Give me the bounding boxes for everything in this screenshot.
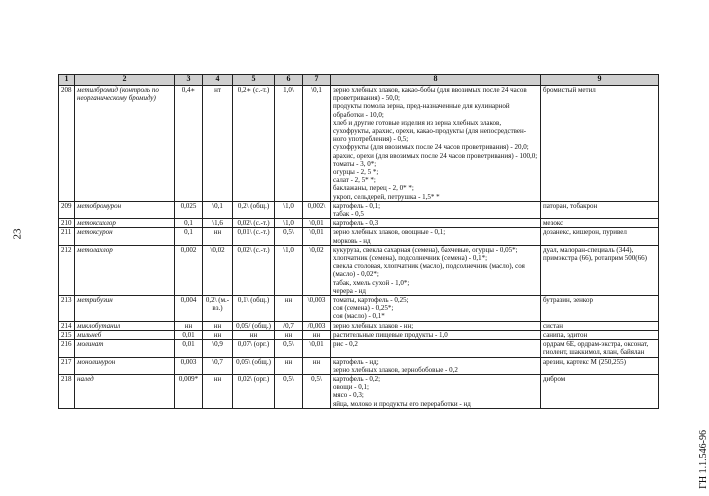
value-cell: \1,6 [203, 219, 233, 228]
value-cell: нн [275, 330, 303, 339]
product-line: томаты - 3, 0*; [333, 159, 377, 168]
table-row [59, 201, 659, 218]
product-line: рис - 0,2 [333, 340, 358, 349]
header-cell: 2 [75, 75, 175, 86]
header-cell: 8 [331, 75, 541, 86]
trade-names: бутразин, зенкор [541, 296, 659, 322]
row-number: 211 [59, 228, 75, 245]
value-cell: 0,02\ (орг.) [233, 374, 275, 408]
value-cell: нн [203, 228, 233, 245]
table-row [59, 321, 659, 330]
value-cell: 0,5\ [303, 374, 331, 408]
row-number: 210 [59, 219, 75, 228]
value-cell: 0,5\ [275, 228, 303, 245]
table-row [59, 340, 659, 357]
row-number: 215 [59, 330, 75, 339]
pesticide-table [58, 74, 659, 409]
product-line: картофель - 0,2; [333, 374, 381, 383]
product-line: сухофрукты (для ввозимых после 24 часов проветривания) - 20,0; [333, 143, 529, 152]
product-line: табак - 0,5 [333, 210, 364, 219]
trade-names: дозанекс, кишерон, пуривел [541, 228, 659, 245]
trade-names: ордрам 6Е, ордрам-экстра, оксонат, гиолент, шаккимол, ялан, байялан [541, 340, 659, 357]
value-cell: 0,003 [175, 357, 203, 374]
row-number: 218 [59, 374, 75, 408]
substance-name: метоксихлор [75, 219, 175, 228]
table-row [59, 219, 659, 228]
products-cell [331, 201, 541, 218]
product-line: зерно хлебных злаков, овощные - 0,1; [333, 228, 446, 237]
value-cell: нн [233, 330, 275, 339]
product-line: картофель - 0,1; [333, 201, 381, 210]
value-cell: 0,004 [175, 296, 203, 322]
value-cell: \0,02 [303, 245, 331, 295]
product-line: картофель - 0,3 [333, 219, 379, 228]
product-line: яйца, молоко и продукты его переработки - нд [333, 399, 471, 408]
product-line: зерно хлебных злаков, зернобобовые - 0,2 [333, 365, 458, 374]
value-cell: \0,01 [303, 219, 331, 228]
value-cell: 0,01 [175, 330, 203, 339]
product-line: укроп, сельдерей, петрушка - 1,5* * [333, 192, 440, 201]
value-cell: \0,1 [203, 201, 233, 218]
substance-name: монолинурон [75, 357, 175, 374]
trade-names: дибром [541, 374, 659, 408]
products-cell [331, 330, 541, 339]
substance-name: налед [75, 374, 175, 408]
value-cell: 0,4∗ [175, 86, 203, 202]
value-cell: нн [203, 374, 233, 408]
row-number: 209 [59, 201, 75, 218]
product-line: арахис, орехи (для ввозимых после 24 часов проветривания) - 100,0; [333, 151, 538, 160]
product-line: томаты, картофель - 0,25; [333, 296, 409, 305]
value-cell: /0,7 [275, 321, 303, 330]
table-row [59, 374, 659, 408]
value-cell: \0,01 [303, 228, 331, 245]
value-cell: 0,01\ (с.-т.) [233, 228, 275, 245]
substance-name: миклобутанил [75, 321, 175, 330]
product-line: свекла столовая, хлопчатник (масло), подсолнечник (масло), соя (масло) - 0,02*; [333, 262, 525, 279]
value-cell: \0,1 [303, 86, 331, 202]
products-cell [331, 357, 541, 374]
value-cell: 0,05/ (общ.) [233, 321, 275, 330]
row-number: 214 [59, 321, 75, 330]
value-cell: 0,02\ (с.-т.) [233, 219, 275, 228]
product-line: соя (семена) - 0,25*; [333, 304, 394, 313]
value-cell: нн [203, 330, 233, 339]
header-row [59, 75, 659, 86]
value-cell: нн [275, 357, 303, 374]
document-code: ГН 1.1.546-96 [698, 430, 709, 489]
value-cell: нт [203, 86, 233, 202]
value-cell: 0,01 [175, 340, 203, 357]
substance-name: мильнеб [75, 330, 175, 339]
value-cell: \1,0 [275, 201, 303, 218]
header-cell: 7 [303, 75, 331, 86]
value-cell: /0,003 [303, 321, 331, 330]
products-cell [331, 321, 541, 330]
product-line: зерно хлебных злаков, какао-бобы (для ввозимых после 24 часов проветривания) - 50,0; [333, 86, 527, 103]
product-line: продукты помола зерна, пред-назначенные для кулинарной обработки - 10,0; [333, 102, 510, 119]
products-cell [331, 340, 541, 357]
value-cell: 0,5\ [275, 374, 303, 408]
product-line: черера - нд [333, 286, 366, 295]
header-cell: 4 [203, 75, 233, 86]
header-cell: 5 [233, 75, 275, 86]
trade-names: дуал, малоран-специаль (344), примэкстра (66), ротаприм 500(66) [541, 245, 659, 295]
value-cell: 0,009* [175, 374, 203, 408]
value-cell: \0,02 [203, 245, 233, 295]
substance-name: метолахлор [75, 245, 175, 295]
product-line: кукуруза, свекла сахарная (семена), бахчевые, огурцы - 0,05*; [333, 245, 518, 254]
substance-name: молинат [75, 340, 175, 357]
trade-names: систан [541, 321, 659, 330]
trade-names: паторан, тобакрон [541, 201, 659, 218]
page-number: 23 [11, 228, 24, 240]
product-line: картофель - нд; [333, 357, 379, 366]
trade-names: бромистый метил [541, 86, 659, 202]
value-cell: 0,2\ (общ.) [233, 201, 275, 218]
value-cell: 0,5\ [275, 340, 303, 357]
header-cell: 1 [59, 75, 75, 86]
header-cell: 9 [541, 75, 659, 86]
value-cell: нн [203, 321, 233, 330]
value-cell: \0,01 [303, 340, 331, 357]
value-cell: нн [275, 296, 303, 322]
value-cell: 0,002\ [303, 201, 331, 218]
products-cell [331, 374, 541, 408]
value-cell: нн [303, 330, 331, 339]
table-row [59, 296, 659, 322]
value-cell: 0,07\ (орг.) [233, 340, 275, 357]
value-cell: \0,9 [203, 340, 233, 357]
value-cell: \1,0 [275, 219, 303, 228]
substance-name: метрибузин [75, 296, 175, 322]
value-cell: 1,0\ [275, 86, 303, 202]
product-line: хлеб и другие готовые изделия из зерна хлебных злаков, сухофрукты, арахис, орехи, какао-продукты (для непосредствен-ного употребления) - 0,5; [333, 118, 527, 144]
product-line: салат - 2, 5* *; [333, 176, 376, 185]
value-cell: \1,0 [275, 245, 303, 295]
substance-name: метоксурон [75, 228, 175, 245]
table-body [59, 86, 659, 409]
value-cell: 0,1 [175, 219, 203, 228]
table-row [59, 228, 659, 245]
product-line: соя (масло) - 0,1* [333, 312, 385, 321]
value-cell: 0,1 [175, 228, 203, 245]
product-line: овощи - 0,1; [333, 383, 369, 392]
trade-names: арезин, картекс М (250,255) [541, 357, 659, 374]
row-number: 212 [59, 245, 75, 295]
products-cell [331, 219, 541, 228]
value-cell: 0,02\ (с.-т.) [233, 245, 275, 295]
header-cell: 6 [275, 75, 303, 86]
products-cell [331, 86, 541, 202]
row-number: 213 [59, 296, 75, 322]
row-number: 216 [59, 340, 75, 357]
substance-name: метобромурон [75, 201, 175, 218]
value-cell: \0,7 [203, 357, 233, 374]
value-cell: нн [303, 357, 331, 374]
table-row [59, 245, 659, 295]
header-cell: 3 [175, 75, 203, 86]
value-cell: 0,002 [175, 245, 203, 295]
trade-names: мезокс [541, 219, 659, 228]
product-line: баклажаны, перец - 2, 0* *; [333, 184, 414, 193]
product-line: хлопчатник (семена), подсолнечник (семена) - 0,1*; [333, 254, 488, 263]
value-cell: 0,025 [175, 201, 203, 218]
table-row [59, 330, 659, 339]
value-cell: \0,003 [303, 296, 331, 322]
table-row [59, 86, 659, 202]
product-line: огурцы - 2, 5 *; [333, 168, 379, 177]
product-line: морковь - нд [333, 236, 371, 245]
value-cell: 0,1\ (общ.) [233, 296, 275, 322]
value-cell: 0,2∗ (с.-т.) [233, 86, 275, 202]
trade-names: санипа, эдитон [541, 330, 659, 339]
products-cell [331, 228, 541, 245]
products-cell [331, 296, 541, 322]
product-line: зерно хлебных злаков - нн; [333, 321, 414, 330]
product-line: мясо - 0,3; [333, 391, 364, 400]
value-cell: нн [175, 321, 203, 330]
row-number: 217 [59, 357, 75, 374]
value-cell: 0,2\ (м.-вз.) [203, 296, 233, 322]
product-line: растительные пищевые продукты - 1,0 [333, 330, 448, 339]
product-line: табак, хмель сухой - 1,0*; [333, 278, 410, 287]
row-number: 208 [59, 86, 75, 202]
substance-name: метилбромид (контроль по неорганическому бромиду) [75, 86, 175, 202]
value-cell: 0,05\ (общ.) [233, 357, 275, 374]
table-row [59, 357, 659, 374]
products-cell [331, 245, 541, 295]
